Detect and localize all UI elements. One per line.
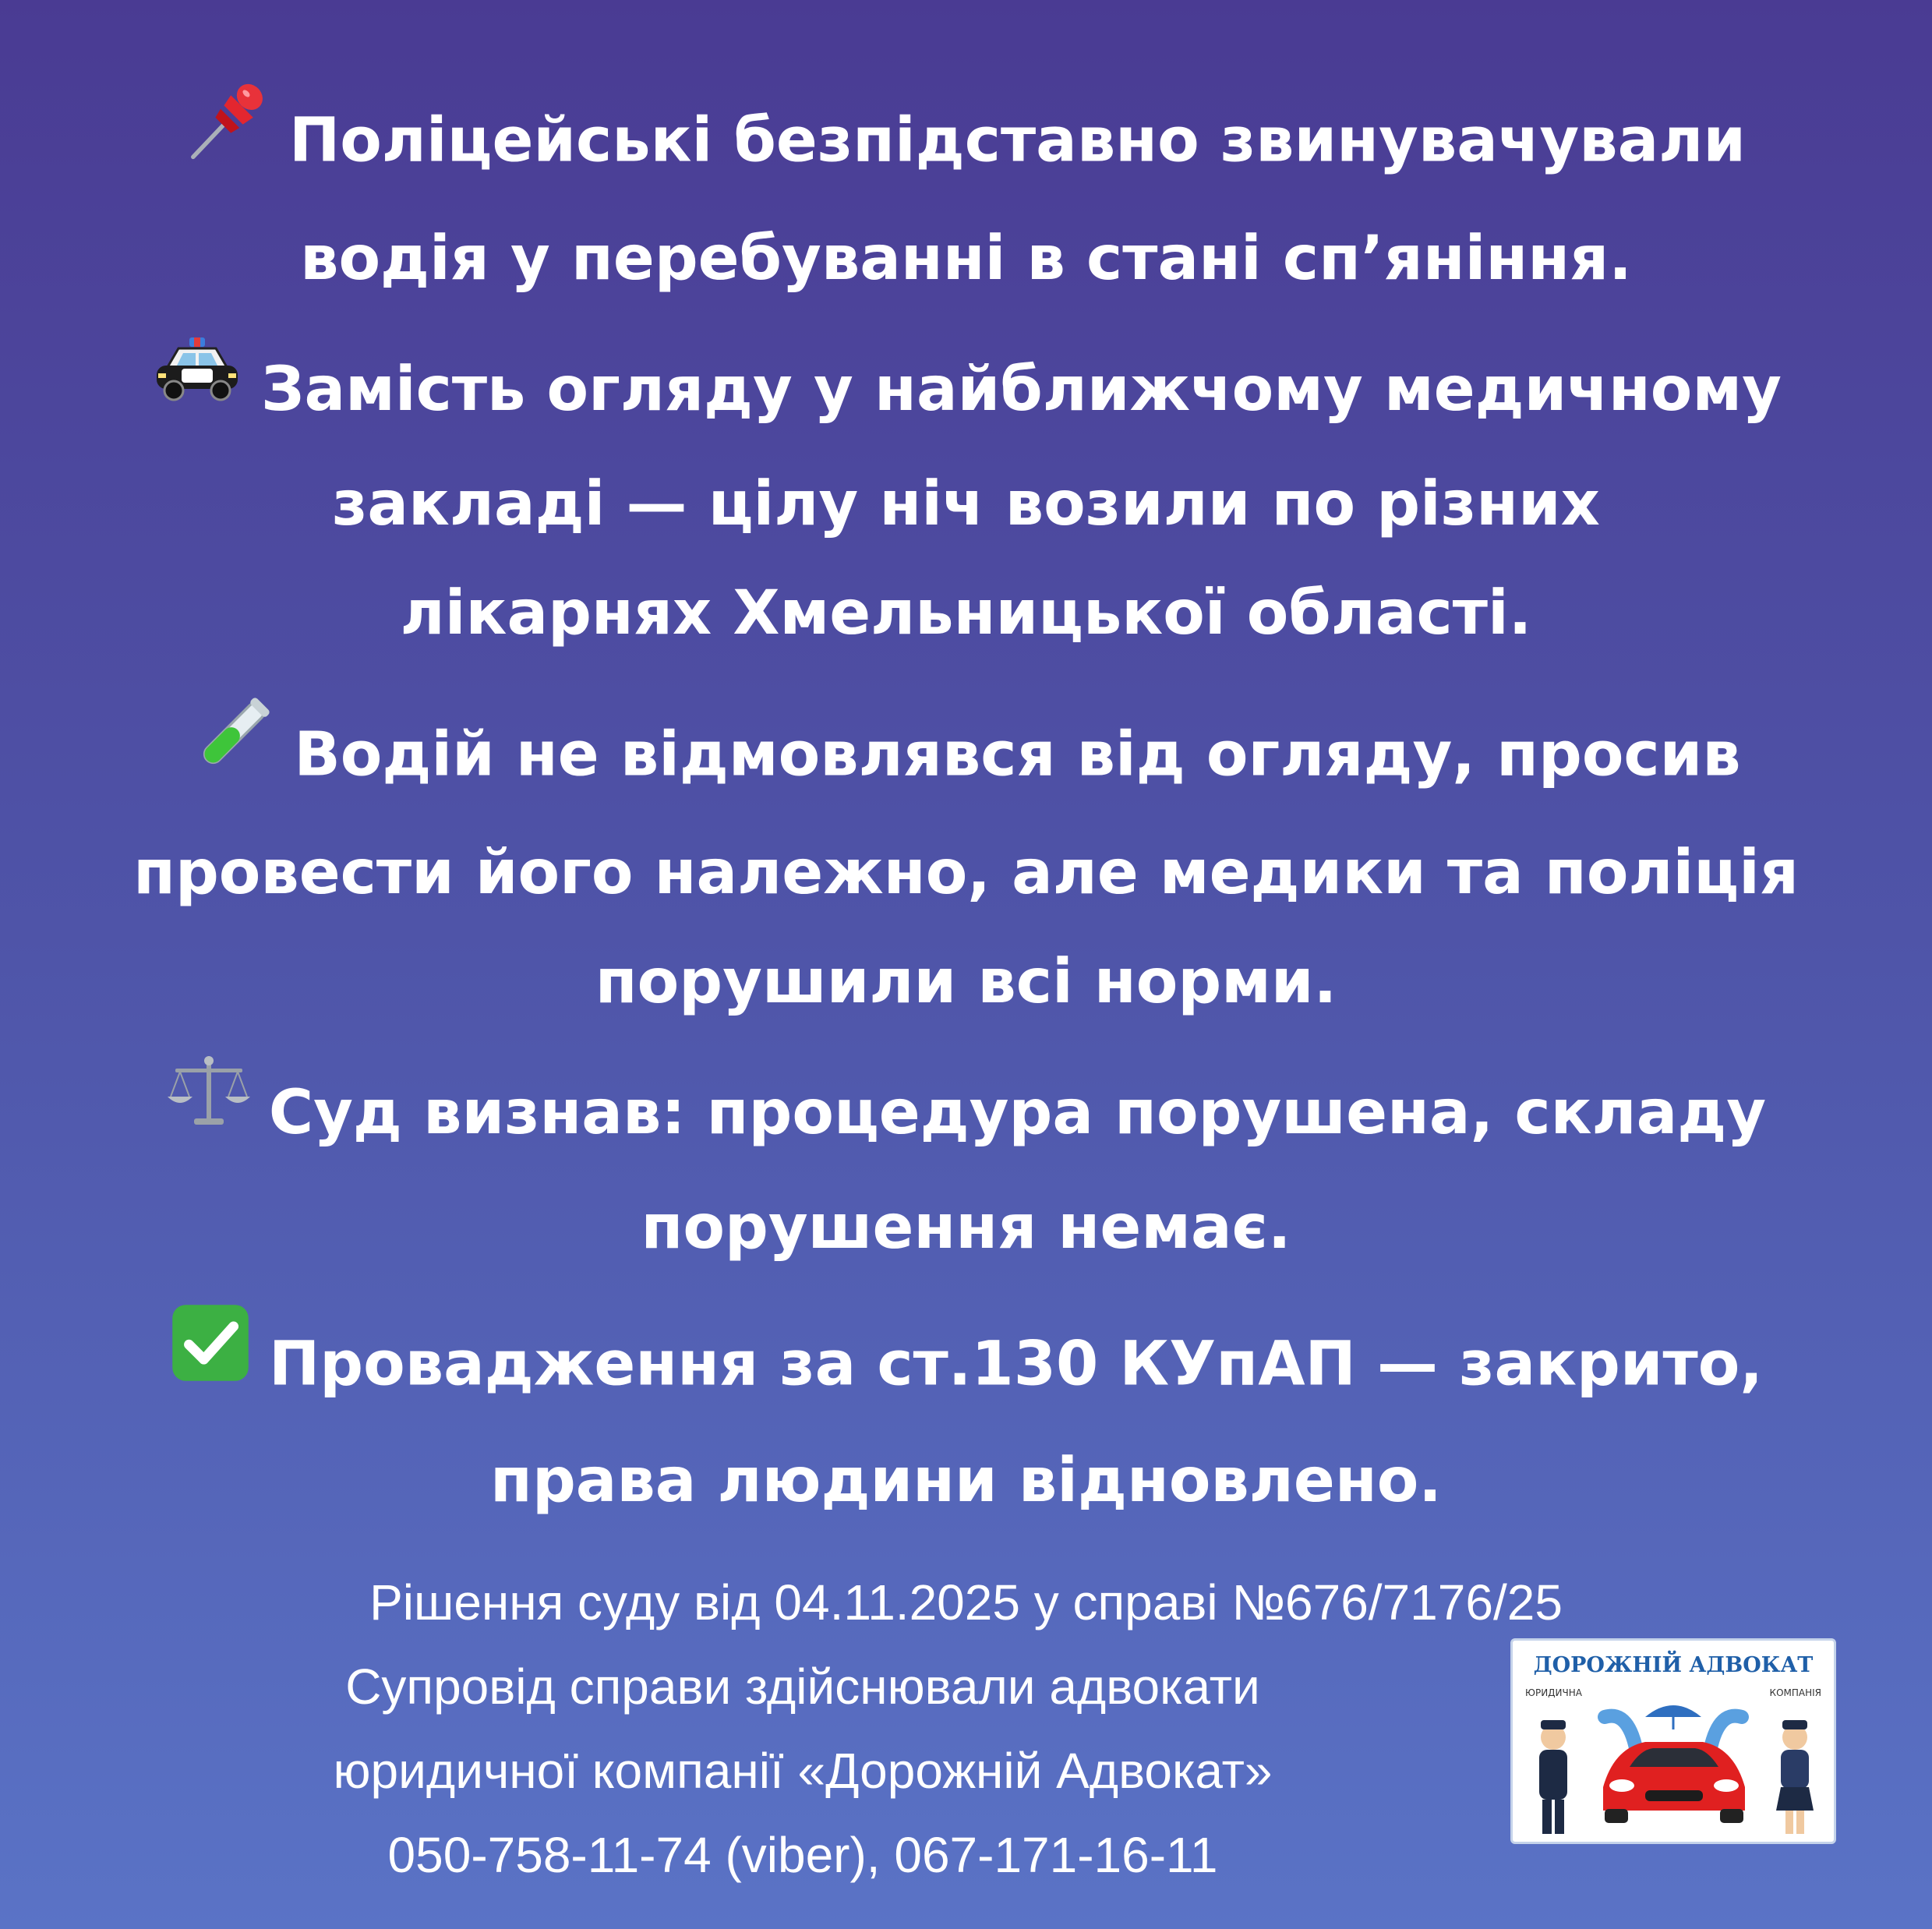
paragraph-line: лікарнях Хмельницької області.	[400, 578, 1532, 648]
paragraph-line	[0, 698, 1932, 818]
paragraph-text: Провадження за ст.130 КУпАП — закрито,	[269, 1329, 1763, 1400]
check-mark-button-icon	[169, 1302, 252, 1418]
paragraph-line: порушили всі норми.	[595, 947, 1337, 1017]
logo-caption-left: ЮРИДИЧНА	[1525, 1687, 1582, 1698]
paragraph-line: водія у перебуванні в стані сп’яніння.	[300, 224, 1632, 294]
paragraph-4	[0, 1058, 1932, 1282]
paragraph-line: закладі — цілу ніч возили по різних	[332, 468, 1600, 539]
support-line: юридичної компанії «Дорожній Адвокат»	[333, 1743, 1273, 1799]
paragraph-1	[0, 84, 1932, 313]
paragraph-2	[0, 335, 1932, 668]
company-logo	[1510, 1638, 1836, 1844]
logo-title: ДОРОЖНІЙ АДВОКАТ	[1533, 1653, 1814, 1677]
paragraph-5	[0, 1309, 1932, 1535]
paragraph-text: Водій не відмовлявся від огляду, просив	[294, 719, 1741, 790]
court-decision-reference: Рішення суду від 04.11.2025 у справі №676/7176/25	[369, 1574, 1563, 1630]
support-info	[203, 1645, 1403, 1897]
pushpin-icon	[186, 76, 272, 196]
phone-numbers: 050-758-11-74 (viber), 067-171-16-11	[387, 1827, 1218, 1883]
logo-caption-right: КОМПАНІЯ	[1769, 1687, 1821, 1698]
paragraph-line	[0, 1058, 1932, 1173]
scales-icon	[166, 1053, 252, 1165]
paragraph-line: провести його належно, але медики та поліція	[133, 838, 1799, 908]
paragraph-line: порушення немає.	[641, 1192, 1291, 1263]
paragraph-3	[0, 698, 1932, 1037]
paragraph-line: права людини відновлено.	[490, 1446, 1442, 1516]
paragraph-line	[0, 84, 1932, 204]
police-car-icon	[150, 330, 244, 442]
paragraph-line	[0, 335, 1932, 450]
paragraph-text: Поліцейські безпідставно звинувачували	[288, 105, 1747, 176]
paragraph-text: Суд визнав: процедура порушена, складу	[268, 1078, 1767, 1148]
test-tube-icon	[191, 691, 277, 811]
paragraph-text: Замість огляду у найближчому медичному	[261, 355, 1782, 425]
paragraph-line	[0, 1309, 1932, 1426]
logo-illustration	[1513, 1686, 1834, 1842]
support-line: Супровід справи здійснювали адвокати	[345, 1659, 1260, 1715]
